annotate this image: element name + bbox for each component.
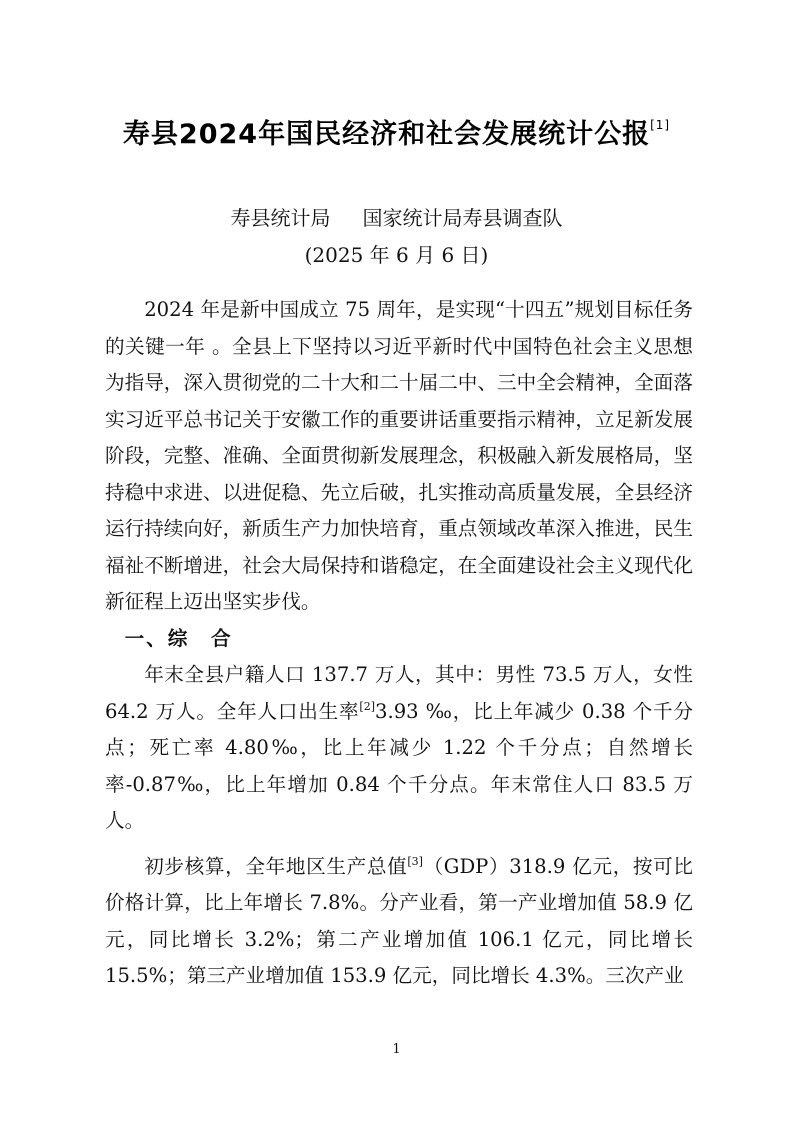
page-number: 1 (392, 1042, 401, 1057)
gdp-paragraph (105, 849, 693, 995)
gdp-text-b: （GDP）318.9 亿元，按可比价格计算，比上年增长 7.8%。分产业看，第一产业增加值 58.9 亿元，同比增长 3.2%；第二产业增加值 106.1 亿元，同比增长 15.5%；第三产业增加值 153.9 亿元，同比增长 4.3%。三次产业 (105, 854, 694, 987)
title-footnote-ref[interactable]: [1] (650, 118, 671, 132)
section-heading: 一、综 合 (124, 626, 233, 650)
intro-paragraph: 2024 年是新中国成立 75 周年，是实现“十四五”规划目标任务的关键一年 。全县上下坚持以习近平新时代中国特色社会主义思想为指导，深入贯彻党的二十大和二十届二中、三中全会精神，全面落实习近平总书记关于安徽工作的重要讲话重要指示精神，立足新发展阶段，完整、准确、全面贯彻新发展理念，积极融入新发展格局，坚持稳中求进、以进促稳、先立后破，扎实推动高质量发展，全县经济运行持续向好，新质生产力加快培育，重点领域改革深入推进，民生福祉不断增进，社会大局保持和谐稳定，在全面建设社会主义现代化新征程上迈出坚实步伐。 (105, 298, 693, 613)
title-text: 寿县2024年国民经济和社会发展统计公报 (122, 119, 651, 150)
author-survey-team: 国家统计局寿县调查队 (362, 206, 563, 230)
document-title (0, 112, 793, 151)
population-text-a: 年末全县户籍人口 137.7 万人，其中：男性 73.5 万人，女性 64.2 万人。全年人口出生率 (105, 663, 693, 723)
gdp-text-a: 初步核算，全年地区生产总值 (144, 854, 408, 878)
issuing-agencies (0, 202, 793, 231)
publish-date: (2025 年 6 月 6 日) (304, 243, 489, 267)
document-body (105, 292, 693, 995)
population-paragraph (105, 657, 693, 840)
population-text-b: 3.93 ‰，比上年减少 0.38 个千分点；死亡率 4.80‰，比上年减少 1.22 个千分点；自然增长率-0.87‰，比上年增加 0.84 个千分点。年末常住人口 83.5 万人。 (105, 699, 693, 832)
author-statistics-bureau: 寿县统计局 (230, 206, 331, 230)
footnote-ref-2[interactable]: [2] (359, 699, 376, 713)
footnote-ref-3[interactable]: [3] (407, 854, 423, 868)
